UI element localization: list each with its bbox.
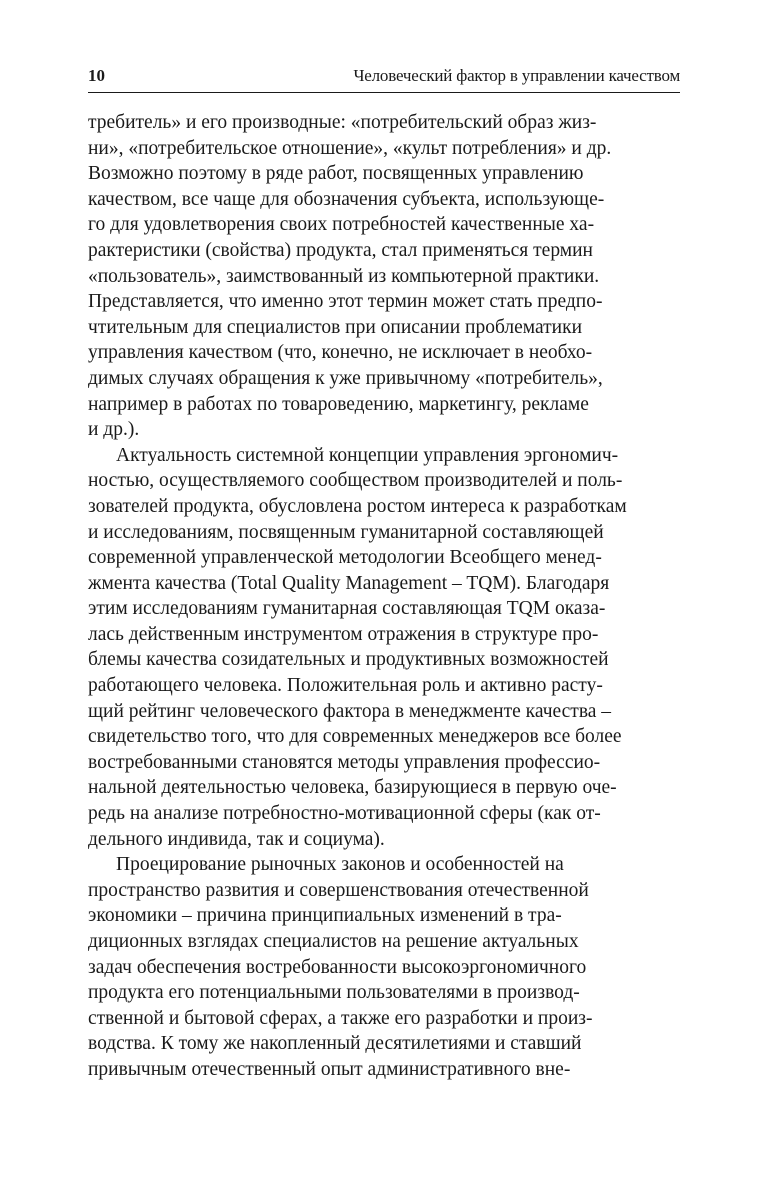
text-line: диционных взглядах специалистов на решение актуальных: [88, 931, 579, 952]
text-line: этим исследованиям гуманитарная составляющая TQM оказа-: [88, 598, 606, 620]
text-line: пространство развития и совершенствования отечественной: [88, 879, 589, 901]
text-line: водства. К тому же накопленный десятилетиями и ставший: [88, 1033, 582, 1055]
text-line: чтительным для специалистов при описании проблематики: [88, 316, 583, 338]
text-line: работающего человека. Положительная роль и активно расту-: [88, 675, 603, 697]
text-line: востребованными становятся методы управления профессио-: [88, 751, 601, 773]
paragraph: [88, 110, 680, 443]
text-line: блемы качества созидательных и продуктивных возможностей: [88, 649, 609, 671]
text-line: продукта его потенциальными пользователями в производ-: [88, 982, 580, 1004]
text-line: «пользователь», заимствованный из компьютерной практики.: [88, 265, 600, 287]
text-line: ни», «потребительское отношение», «культ потребления» и др.: [88, 137, 612, 159]
text-line: щий рейтинг человеческого фактора в менеджменте качества –: [88, 700, 612, 722]
text-line: управления качеством (что, конечно, не исключает в необхо-: [88, 342, 593, 364]
text-line: ственной и бытовой сферах, а также его разработки и произ-: [88, 1007, 593, 1029]
text-line: зователей продукта, обусловлена ростом интереса к разработкам: [88, 495, 627, 517]
running-title: Человеческий фактор в управлении качеством: [353, 66, 680, 85]
body-text: [88, 110, 680, 1083]
text-line: димых случаях обращения к уже привычному «потребитель»,: [88, 367, 603, 389]
text-line: лась действенным инструментом отражения в структуре про-: [88, 623, 599, 645]
text-line: дельного индивида, так и социума).: [88, 828, 385, 850]
text-line: рактеристики (свойства) продукта, стал применяться термин: [88, 239, 593, 261]
text-line: привычным отечественный опыт административного вне-: [88, 1058, 571, 1080]
text-line: ностью, осуществляемого сообществом производителей и поль-: [88, 470, 623, 492]
paragraph: [88, 443, 680, 853]
page-number: 10: [88, 66, 105, 85]
page-header: [88, 62, 680, 93]
text-line: например в работах по товароведению, маркетингу, рекламе: [88, 393, 589, 415]
text-line: современной управленческой методологии Всеобщего менед-: [88, 547, 602, 569]
text-line: задач обеспечения востребованности высокоэргономичного: [88, 956, 587, 978]
text-line: нальной деятельностью человека, базирующиеся в первую оче-: [88, 777, 617, 799]
text-line: требитель» и его производные: «потребительский образ жиз-: [88, 112, 597, 133]
text-line: и др.).: [88, 419, 140, 441]
text-line: редь на анализе потребностно-мотивационной сферы (как от-: [88, 803, 601, 825]
paragraph: [88, 852, 680, 1082]
text-line: качеством, все чаще для обозначения субъекта, использующе-: [88, 188, 605, 210]
text-line: свидетельство того, что для современных менеджеров все более: [88, 726, 622, 748]
text-line: жмента качества (Total Quality Management – TQM). Благодаря: [88, 572, 610, 594]
text-line: Проецирование рыночных законов и особенностей на: [116, 854, 564, 876]
text-line: Актуальность системной концепции управления эргономич-: [116, 444, 619, 466]
text-line: и исследованиям, посвященным гуманитарной составляющей: [88, 521, 604, 543]
text-line: Представляется, что именно этот термин может стать предпо-: [88, 291, 603, 313]
text-line: Возможно поэтому в ряде работ, посвященных управлению: [88, 163, 584, 185]
text-line: го для удовлетворения своих потребностей качественные ха-: [88, 214, 595, 236]
text-line: экономики – причина принципиальных изменений в тра-: [88, 905, 562, 927]
